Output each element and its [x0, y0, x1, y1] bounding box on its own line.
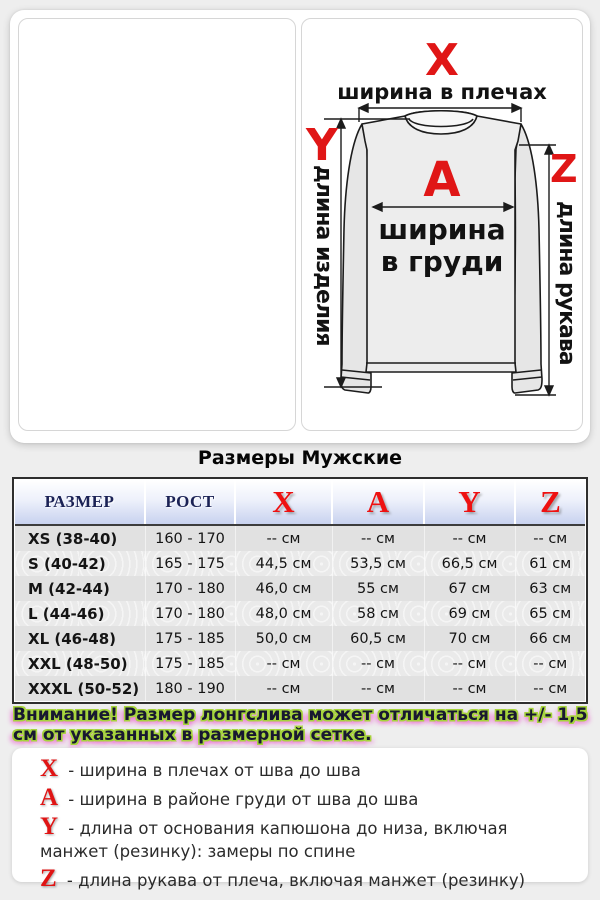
table-row [15, 601, 585, 626]
measure-letter-y: Y [306, 120, 338, 171]
column-header: X [235, 480, 332, 525]
legend-letter: A [40, 784, 59, 812]
product-image-card [10, 10, 590, 443]
value-cell: 160 - 170 [145, 525, 235, 551]
table-row [15, 651, 585, 676]
legend-item: A - ширина в районе груди от шва до шва [40, 784, 419, 812]
value-cell: 65 см [515, 601, 585, 626]
size-cell: L (44-46) [15, 601, 145, 626]
value-cell: 55 см [332, 576, 424, 601]
value-cell: -- см [515, 525, 585, 551]
size-cell: M (42-44) [15, 576, 145, 601]
value-cell: 60,5 см [332, 626, 424, 651]
value-cell: -- см [332, 676, 424, 701]
value-cell: 44,5 см [235, 551, 332, 576]
legend-letter: Z [40, 865, 57, 893]
column-header: A [332, 480, 424, 525]
value-cell: 48,0 см [235, 601, 332, 626]
column-header: Z [515, 480, 585, 525]
value-cell: 70 см [424, 626, 515, 651]
value-cell: -- см [424, 676, 515, 701]
value-cell: 66,5 см [424, 551, 515, 576]
table-row [15, 551, 585, 576]
y-caption: длина изделия [311, 165, 336, 346]
value-cell: 175 - 185 [145, 626, 235, 651]
size-cell: S (40-42) [15, 551, 145, 576]
value-cell: 170 - 180 [145, 576, 235, 601]
legend-letter: X [40, 755, 59, 782]
value-cell: -- см [424, 525, 515, 551]
value-cell: -- см [424, 651, 515, 676]
size-table-title: Размеры Мужские [197, 447, 403, 469]
size-table-wrap [12, 477, 588, 704]
table-row [15, 676, 585, 701]
table-row [15, 525, 585, 551]
value-cell: 53,5 см [332, 551, 424, 576]
legend-item: X - ширина в плечах от шва до шва [40, 755, 361, 782]
measure-letter-a: A [423, 152, 461, 208]
legend-item: Y - длина от основания капюшона до низа, включая манжет (резинку): замеры по спине [40, 813, 508, 862]
header-row [15, 480, 585, 525]
table-row [15, 576, 585, 601]
measure-letter-x: X [425, 35, 459, 86]
measurement-diagram-panel [301, 18, 583, 431]
value-cell: 170 - 180 [145, 601, 235, 626]
value-cell: 69 см [424, 601, 515, 626]
value-cell: 46,0 см [235, 576, 332, 601]
size-cell: XL (46-48) [15, 626, 145, 651]
value-cell: 175 - 185 [145, 651, 235, 676]
value-cell: -- см [515, 651, 585, 676]
legend-letter: Y [40, 813, 59, 841]
value-cell: 67 см [424, 576, 515, 601]
a-caption-line2: в груди [380, 245, 504, 278]
a-caption-line1: ширина [378, 213, 506, 246]
blank-image-panel [18, 18, 296, 431]
size-cell: XXXL (50-52) [15, 676, 145, 701]
column-header: РАЗМЕР [15, 480, 145, 525]
value-cell: 63 см [515, 576, 585, 601]
measure-letter-z: Z [550, 147, 578, 191]
column-header: Y [424, 480, 515, 525]
legend-card [12, 748, 588, 893]
size-table [15, 480, 585, 701]
value-cell: 165 - 175 [145, 551, 235, 576]
z-caption: длина рукава [554, 201, 579, 365]
value-cell: 180 - 190 [145, 676, 235, 701]
column-header: РОСТ [145, 480, 235, 525]
size-cell: XXL (48-50) [15, 651, 145, 676]
x-caption: ширина в плечах [337, 80, 547, 104]
value-cell: -- см [235, 651, 332, 676]
value-cell: -- см [235, 676, 332, 701]
value-cell: 50,0 см [235, 626, 332, 651]
size-cell: XS (38-40) [15, 525, 145, 551]
value-cell: -- см [515, 676, 585, 701]
table-row [15, 626, 585, 651]
value-cell: -- см [332, 525, 424, 551]
value-cell: 58 см [332, 601, 424, 626]
legend-item: Z - длина рукава от плеча, включая манжет (резинку) [40, 865, 526, 893]
value-cell: -- см [332, 651, 424, 676]
value-cell: -- см [235, 525, 332, 551]
value-cell: 61 см [515, 551, 585, 576]
value-cell: 66 см [515, 626, 585, 651]
size-warning-text: Внимание! Размер лонгслива может отличаться на +/- 1,5 см от указанных в размерной сетке. [13, 705, 588, 746]
